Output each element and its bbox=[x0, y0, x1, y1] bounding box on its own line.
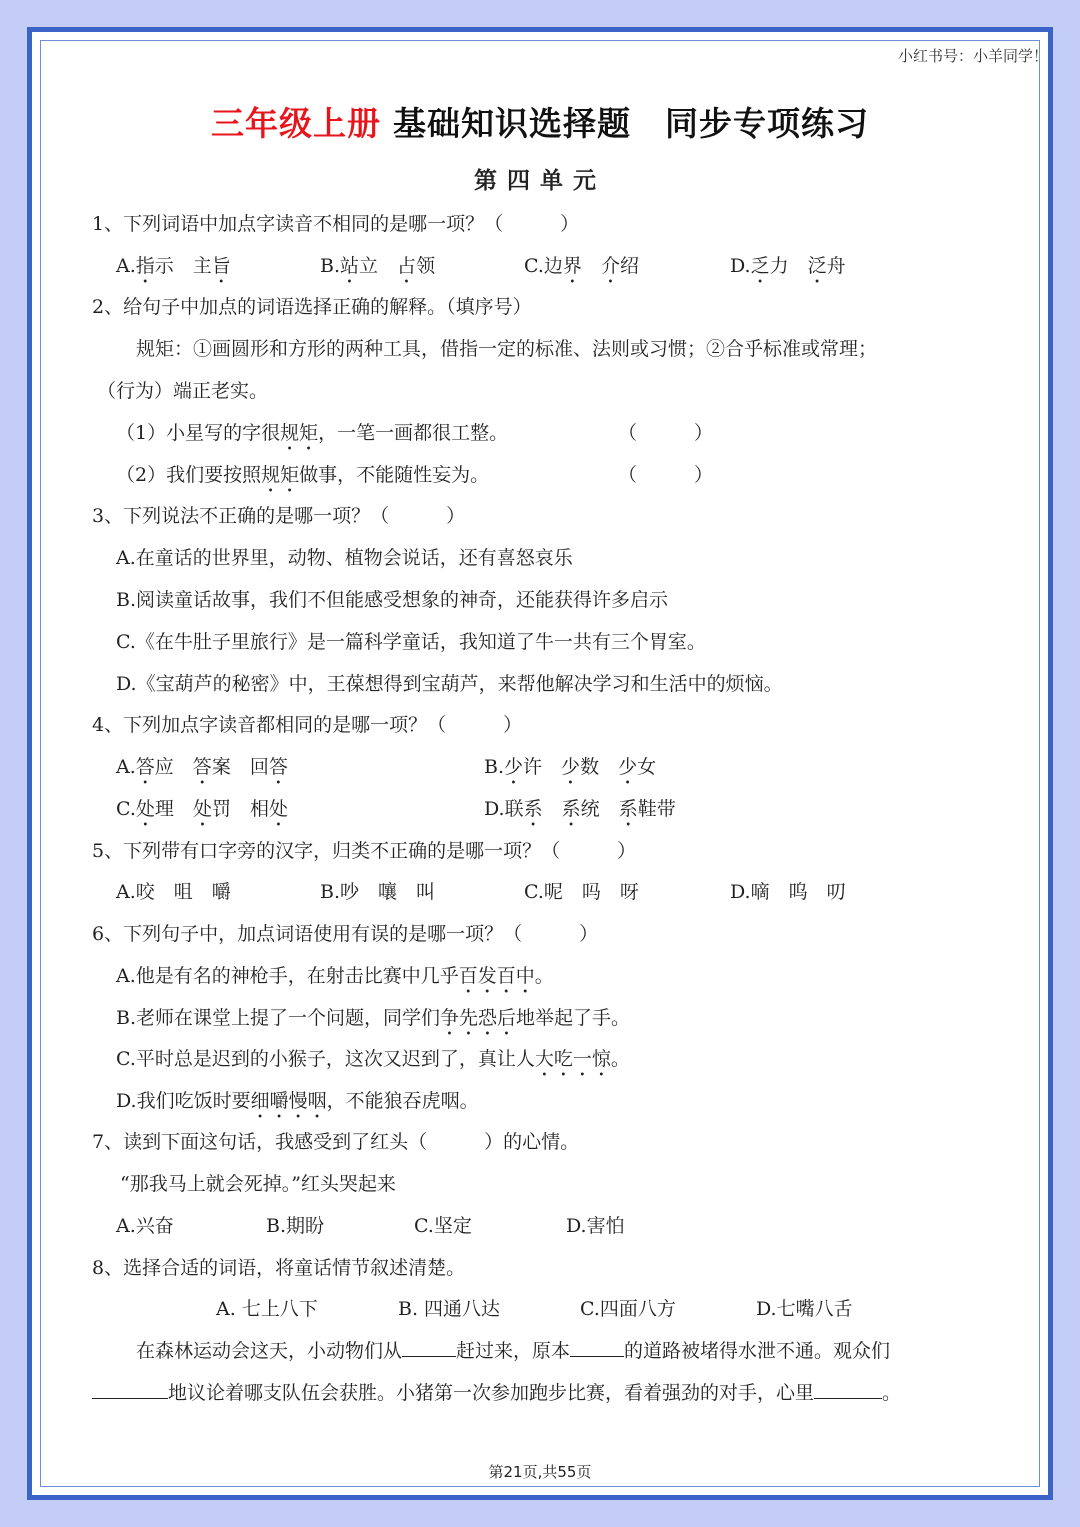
plain-text: 地议论着哪支队伍会获胜。小猪第一次参加跑步比赛，看着强劲的对手，心里 bbox=[168, 1382, 815, 1404]
plain-text: 立 bbox=[359, 255, 398, 277]
plain-text: 的道路被堵得水泄不通。观众们 bbox=[624, 1340, 891, 1362]
plain-text: 理 bbox=[154, 798, 193, 820]
dotted-char: 处 bbox=[135, 798, 155, 820]
plain-text: ，一笔一画都很工整。 bbox=[318, 422, 509, 444]
q1-option-c bbox=[524, 253, 639, 288]
q6-option-d bbox=[116, 1088, 479, 1123]
plain-text: 在森林运动会这天，小动物们从 bbox=[136, 1340, 403, 1362]
plain-text: 示 主 bbox=[154, 255, 212, 277]
plain-text: 案 回 bbox=[211, 756, 269, 778]
plain-text: 领 bbox=[416, 255, 436, 277]
plain-text: 。 bbox=[534, 965, 554, 987]
dotted-char: 少 bbox=[561, 756, 581, 778]
q8-stem: 8、选择合适的词语，将童话情节叙述清楚。 bbox=[92, 1257, 466, 1279]
plain-text: 赶过来，原本 bbox=[456, 1340, 571, 1362]
q1-d-letter: D. bbox=[730, 255, 751, 277]
option-letter: A. bbox=[116, 756, 136, 778]
q1-a-letter: A. bbox=[116, 255, 136, 277]
dotted-char: 系 bbox=[618, 798, 638, 820]
option-letter: D. bbox=[484, 798, 505, 820]
dotted-char: 处 bbox=[268, 798, 288, 820]
q4-option-d bbox=[484, 796, 676, 831]
q7-stem: 7、读到下面这句话，我感受到了红头（ ）的心情。 bbox=[92, 1131, 580, 1153]
q2-definition-line2: （行为）端正老实。 bbox=[97, 380, 269, 402]
q6-option-b bbox=[116, 1005, 630, 1040]
q8-passage-line1 bbox=[136, 1338, 890, 1364]
q2-stem: 2、给句子中加点的词语选择正确的解释。（填序号） bbox=[92, 296, 532, 318]
dotted-char: 系 bbox=[561, 798, 581, 820]
q3-option-c: C.《在牛肚子里旅行》是一篇科学童话，我知道了牛一共有三个胃室。 bbox=[116, 631, 706, 653]
q1-c-letter: C. bbox=[524, 255, 544, 277]
plain-text: C.平时总是迟到的小猴子，这次又迟到了，真让人 bbox=[116, 1048, 535, 1070]
q5-stem: 5、下列带有口字旁的汉字，归类不正确的是哪一项？（ ） bbox=[92, 840, 637, 862]
q3-stem: 3、下列说法不正确的是哪一项？（ ） bbox=[92, 505, 466, 527]
q1-option-d bbox=[730, 253, 846, 288]
q7-quote: “那我马上就会死掉。”红头哭起来 bbox=[120, 1173, 396, 1195]
q4-stem: 4、下列加点字读音都相同的是哪一项？（ ） bbox=[92, 714, 523, 736]
q2-answer-2: （ ） bbox=[618, 464, 714, 486]
q4-option-a bbox=[116, 754, 288, 789]
plain-text: 力 bbox=[769, 255, 808, 277]
dotted-char: 乏 bbox=[750, 255, 770, 277]
plain-text: （2）我们要按照 bbox=[116, 464, 262, 486]
dotted-char: 处 bbox=[192, 798, 212, 820]
page-number: 第21页,共55页 bbox=[488, 1463, 592, 1481]
q4-option-b bbox=[484, 754, 656, 789]
q6-stem: 6、下列句子中，加点词语使用有误的是哪一项？（ ） bbox=[92, 923, 599, 945]
option-letter: B. bbox=[484, 756, 505, 778]
dotted-char: 答 bbox=[135, 756, 155, 778]
q5-option-d: D.嘀 呜 叨 bbox=[730, 881, 846, 903]
title-grade: 三年级上册 bbox=[211, 104, 381, 143]
q8-option-c: C.四面八方 bbox=[580, 1298, 676, 1320]
title-topic: 基础知识选择题 bbox=[393, 104, 631, 143]
q5-option-a: A.咬 咀 嚼 bbox=[116, 881, 231, 903]
answer-blank[interactable] bbox=[570, 1338, 624, 1357]
q7-option-c: C.坚定 bbox=[414, 1215, 472, 1237]
answer-blank[interactable] bbox=[402, 1338, 456, 1357]
dotted-word: 百发百中 bbox=[458, 965, 535, 987]
dotted-char: 指 bbox=[135, 255, 155, 277]
plain-text: （1）小星写的字很 bbox=[116, 422, 281, 444]
dotted-char: 少 bbox=[618, 756, 638, 778]
dotted-char: 答 bbox=[268, 756, 288, 778]
q5-option-c: C.呢 吗 呀 bbox=[524, 881, 639, 903]
dotted-char: 界 bbox=[562, 255, 601, 277]
dotted-word: 大吃一惊 bbox=[534, 1048, 611, 1070]
plain-text bbox=[543, 798, 562, 820]
dotted-char: 答 bbox=[192, 756, 212, 778]
q4-option-c bbox=[116, 796, 288, 831]
q8-option-d: D.七嘴八舌 bbox=[756, 1298, 853, 1320]
dotted-word: 规矩 bbox=[261, 464, 300, 486]
plain-text: 鞋带 bbox=[637, 798, 676, 820]
answer-blank[interactable] bbox=[92, 1380, 168, 1399]
plain-text: 。 bbox=[610, 1048, 630, 1070]
q2-sentence-2 bbox=[116, 462, 489, 497]
q1-stem: 1、下列词语中加点字读音不相同的是哪一项？（ ） bbox=[92, 213, 580, 235]
q8-option-b: B. 四通八达 bbox=[398, 1298, 501, 1320]
q7-option-a: A.兴奋 bbox=[116, 1215, 174, 1237]
plain-text: 应 bbox=[154, 756, 193, 778]
plain-text: 许 bbox=[523, 756, 562, 778]
option-letter: C. bbox=[116, 798, 136, 820]
plain-text: 数 bbox=[580, 756, 619, 778]
dotted-char: 站 bbox=[340, 255, 360, 277]
answer-blank[interactable] bbox=[814, 1380, 882, 1399]
q2-sentence-1 bbox=[116, 420, 508, 455]
plain-text: 联 bbox=[504, 798, 524, 820]
plain-text: ，不能狼吞虎咽。 bbox=[326, 1090, 479, 1112]
plain-text: A.他是有名的神枪手，在射击比赛中几乎 bbox=[116, 965, 459, 987]
q8-option-a: A. 七上八下 bbox=[216, 1298, 318, 1320]
plain-text: 罚 相 bbox=[211, 798, 269, 820]
dotted-word: 细嚼慢咽 bbox=[250, 1090, 327, 1112]
plain-text: 绍 bbox=[619, 255, 639, 277]
plain-text: 边 bbox=[543, 255, 563, 277]
dotted-word: 规矩 bbox=[280, 422, 319, 444]
q3-option-d: D.《宝葫芦的秘密》中，王葆想得到宝葫芦，来帮他解决学习和生活中的烦恼。 bbox=[116, 673, 783, 695]
dotted-char: 介 bbox=[600, 255, 620, 277]
dotted-word: 争先恐后 bbox=[440, 1007, 517, 1029]
title-practice: 同步专项练习 bbox=[665, 104, 869, 143]
q8-passage-line2 bbox=[92, 1380, 901, 1406]
dotted-char: 少 bbox=[504, 756, 524, 778]
plain-text: 女 bbox=[637, 756, 657, 778]
dotted-char: 旨 bbox=[211, 255, 231, 277]
dotted-char: 泛 bbox=[807, 255, 827, 277]
q1-b-letter: B. bbox=[320, 255, 341, 277]
q5-option-b: B.吵 嚷 叫 bbox=[320, 881, 436, 903]
q2-answer-1: （ ） bbox=[618, 422, 714, 444]
q6-option-a bbox=[116, 963, 554, 998]
plain-text: 舟 bbox=[826, 255, 846, 277]
plain-text: 做事，不能随性妄为。 bbox=[299, 464, 490, 486]
plain-text: B.老师在课堂上提了一个问题，同学们 bbox=[116, 1007, 441, 1029]
watermark: 小红书号：小羊同学！ bbox=[897, 47, 1048, 65]
plain-text: 统 bbox=[580, 798, 619, 820]
q7-option-b: B.期盼 bbox=[266, 1215, 325, 1237]
q7-option-d: D.害怕 bbox=[566, 1215, 625, 1237]
plain-text: 。 bbox=[882, 1382, 902, 1404]
plain-text: 地举起了手。 bbox=[516, 1007, 631, 1029]
page-title bbox=[0, 98, 1080, 145]
q6-option-c bbox=[116, 1046, 630, 1081]
q1-option-a bbox=[116, 253, 231, 288]
q1-option-b bbox=[320, 253, 435, 288]
dotted-char: 系 bbox=[523, 798, 543, 820]
q3-option-a: A.在童话的世界里，动物、植物会说话，还有喜怒哀乐 bbox=[116, 547, 573, 569]
dotted-char: 占 bbox=[397, 255, 417, 277]
q3-option-b: B.阅读童话故事，我们不但能感受想象的神奇，还能获得许多启示 bbox=[116, 589, 669, 611]
unit-heading: 第四单元 bbox=[474, 168, 606, 194]
plain-text: D.我们吃饭时要 bbox=[116, 1090, 251, 1112]
q2-definition-line1: 规矩：①画圆形和方形的两种工具，借指一定的标准、法则或习惯；②合乎标准或常理； bbox=[136, 338, 878, 360]
